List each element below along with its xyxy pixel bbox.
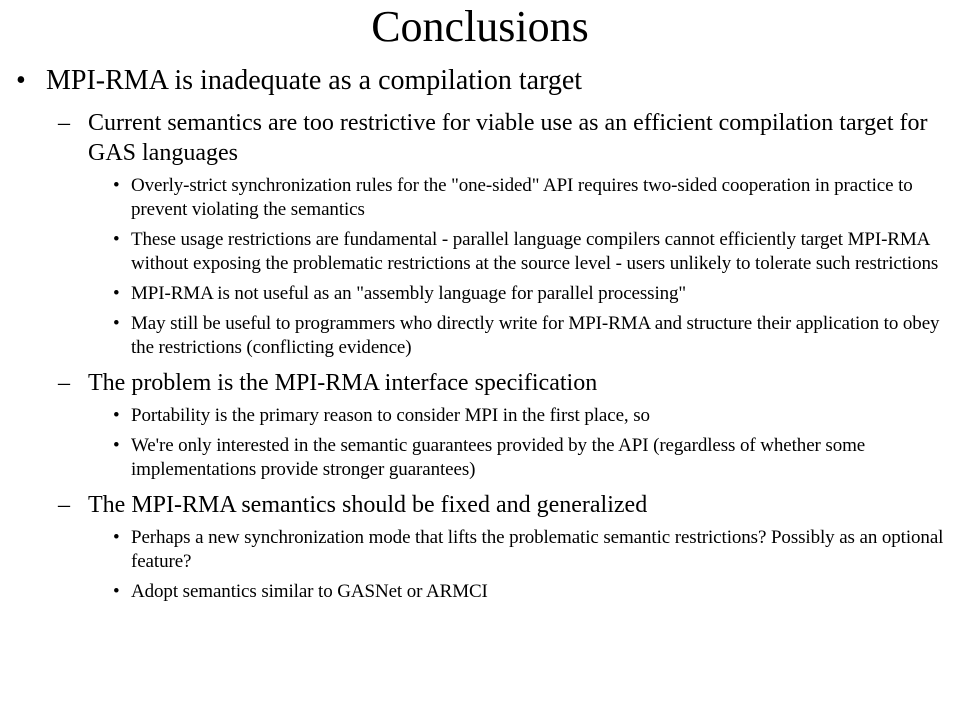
bullet-icon: • <box>113 435 120 456</box>
item-text: Perhaps a new synchronization mode that lifts the problematic semantic restrictions? Possibly as an optional feature? <box>131 527 944 572</box>
sub-bullet-text: The problem is the MPI-RMA interface specification <box>88 370 598 396</box>
item-overly-strict <box>113 174 946 222</box>
item-text: May still be useful to programmers who directly write for MPI-RMA and structure their application to obey the restrictions (conflicting evidence) <box>131 313 940 358</box>
bullet-text: MPI-RMA is inadequate as a compilation target <box>46 65 583 96</box>
bullet-icon: • <box>16 65 26 96</box>
dash-icon: – <box>58 110 70 136</box>
dash-icon: – <box>58 492 70 518</box>
item-usage-restrictions <box>113 228 946 276</box>
sub-bullet-current-semantics <box>58 108 940 168</box>
item-text: Portability is the primary reason to consider MPI in the first place, so <box>131 405 650 426</box>
bullet-icon: • <box>113 405 120 426</box>
item-text: MPI-RMA is not useful as an "assembly language for parallel processing" <box>131 283 687 304</box>
sub-bullet-text: The MPI-RMA semantics should be fixed and generalized <box>88 492 648 518</box>
bullet-icon: • <box>113 229 120 250</box>
bullet-icon: • <box>113 313 120 334</box>
bullet-icon: • <box>113 581 120 602</box>
slide-content <box>0 62 960 604</box>
slide-title: Conclusions <box>371 2 589 51</box>
item-text: Overly-strict synchronization rules for the "one-sided" API requires two-sided cooperation in practice to prevent violating the semantics <box>131 175 913 220</box>
item-text: Adopt semantics similar to GASNet or ARMCI <box>131 581 488 602</box>
item-text: We're only interested in the semantic guarantees provided by the API (regardless of whether some implementations provide stronger guarantees) <box>131 435 866 480</box>
item-adopt-semantics <box>113 580 946 604</box>
bullet-icon: • <box>113 283 120 304</box>
item-may-still-be-useful <box>113 312 946 360</box>
sub-bullet-fixed-generalized <box>58 490 940 520</box>
sub-bullet-text: Current semantics are too restrictive for viable use as an efficient compilation target for GAS languages <box>88 110 928 166</box>
dash-icon: – <box>58 370 70 396</box>
sub-bullet-interface-spec <box>58 368 940 398</box>
item-new-sync-mode <box>113 526 946 574</box>
item-not-useful <box>113 282 946 306</box>
bullet-icon: • <box>113 175 120 196</box>
item-portability <box>113 404 946 428</box>
bullet-icon: • <box>113 527 120 548</box>
item-text: These usage restrictions are fundamental - parallel language compilers cannot efficiently target MPI-RMA without exposing the problematic restrictions at the source level - users unlikely to tolerate such restrictions <box>131 229 939 274</box>
bullet-mpi-rma-inadequate <box>16 62 960 100</box>
item-semantic-guarantees <box>113 434 946 482</box>
